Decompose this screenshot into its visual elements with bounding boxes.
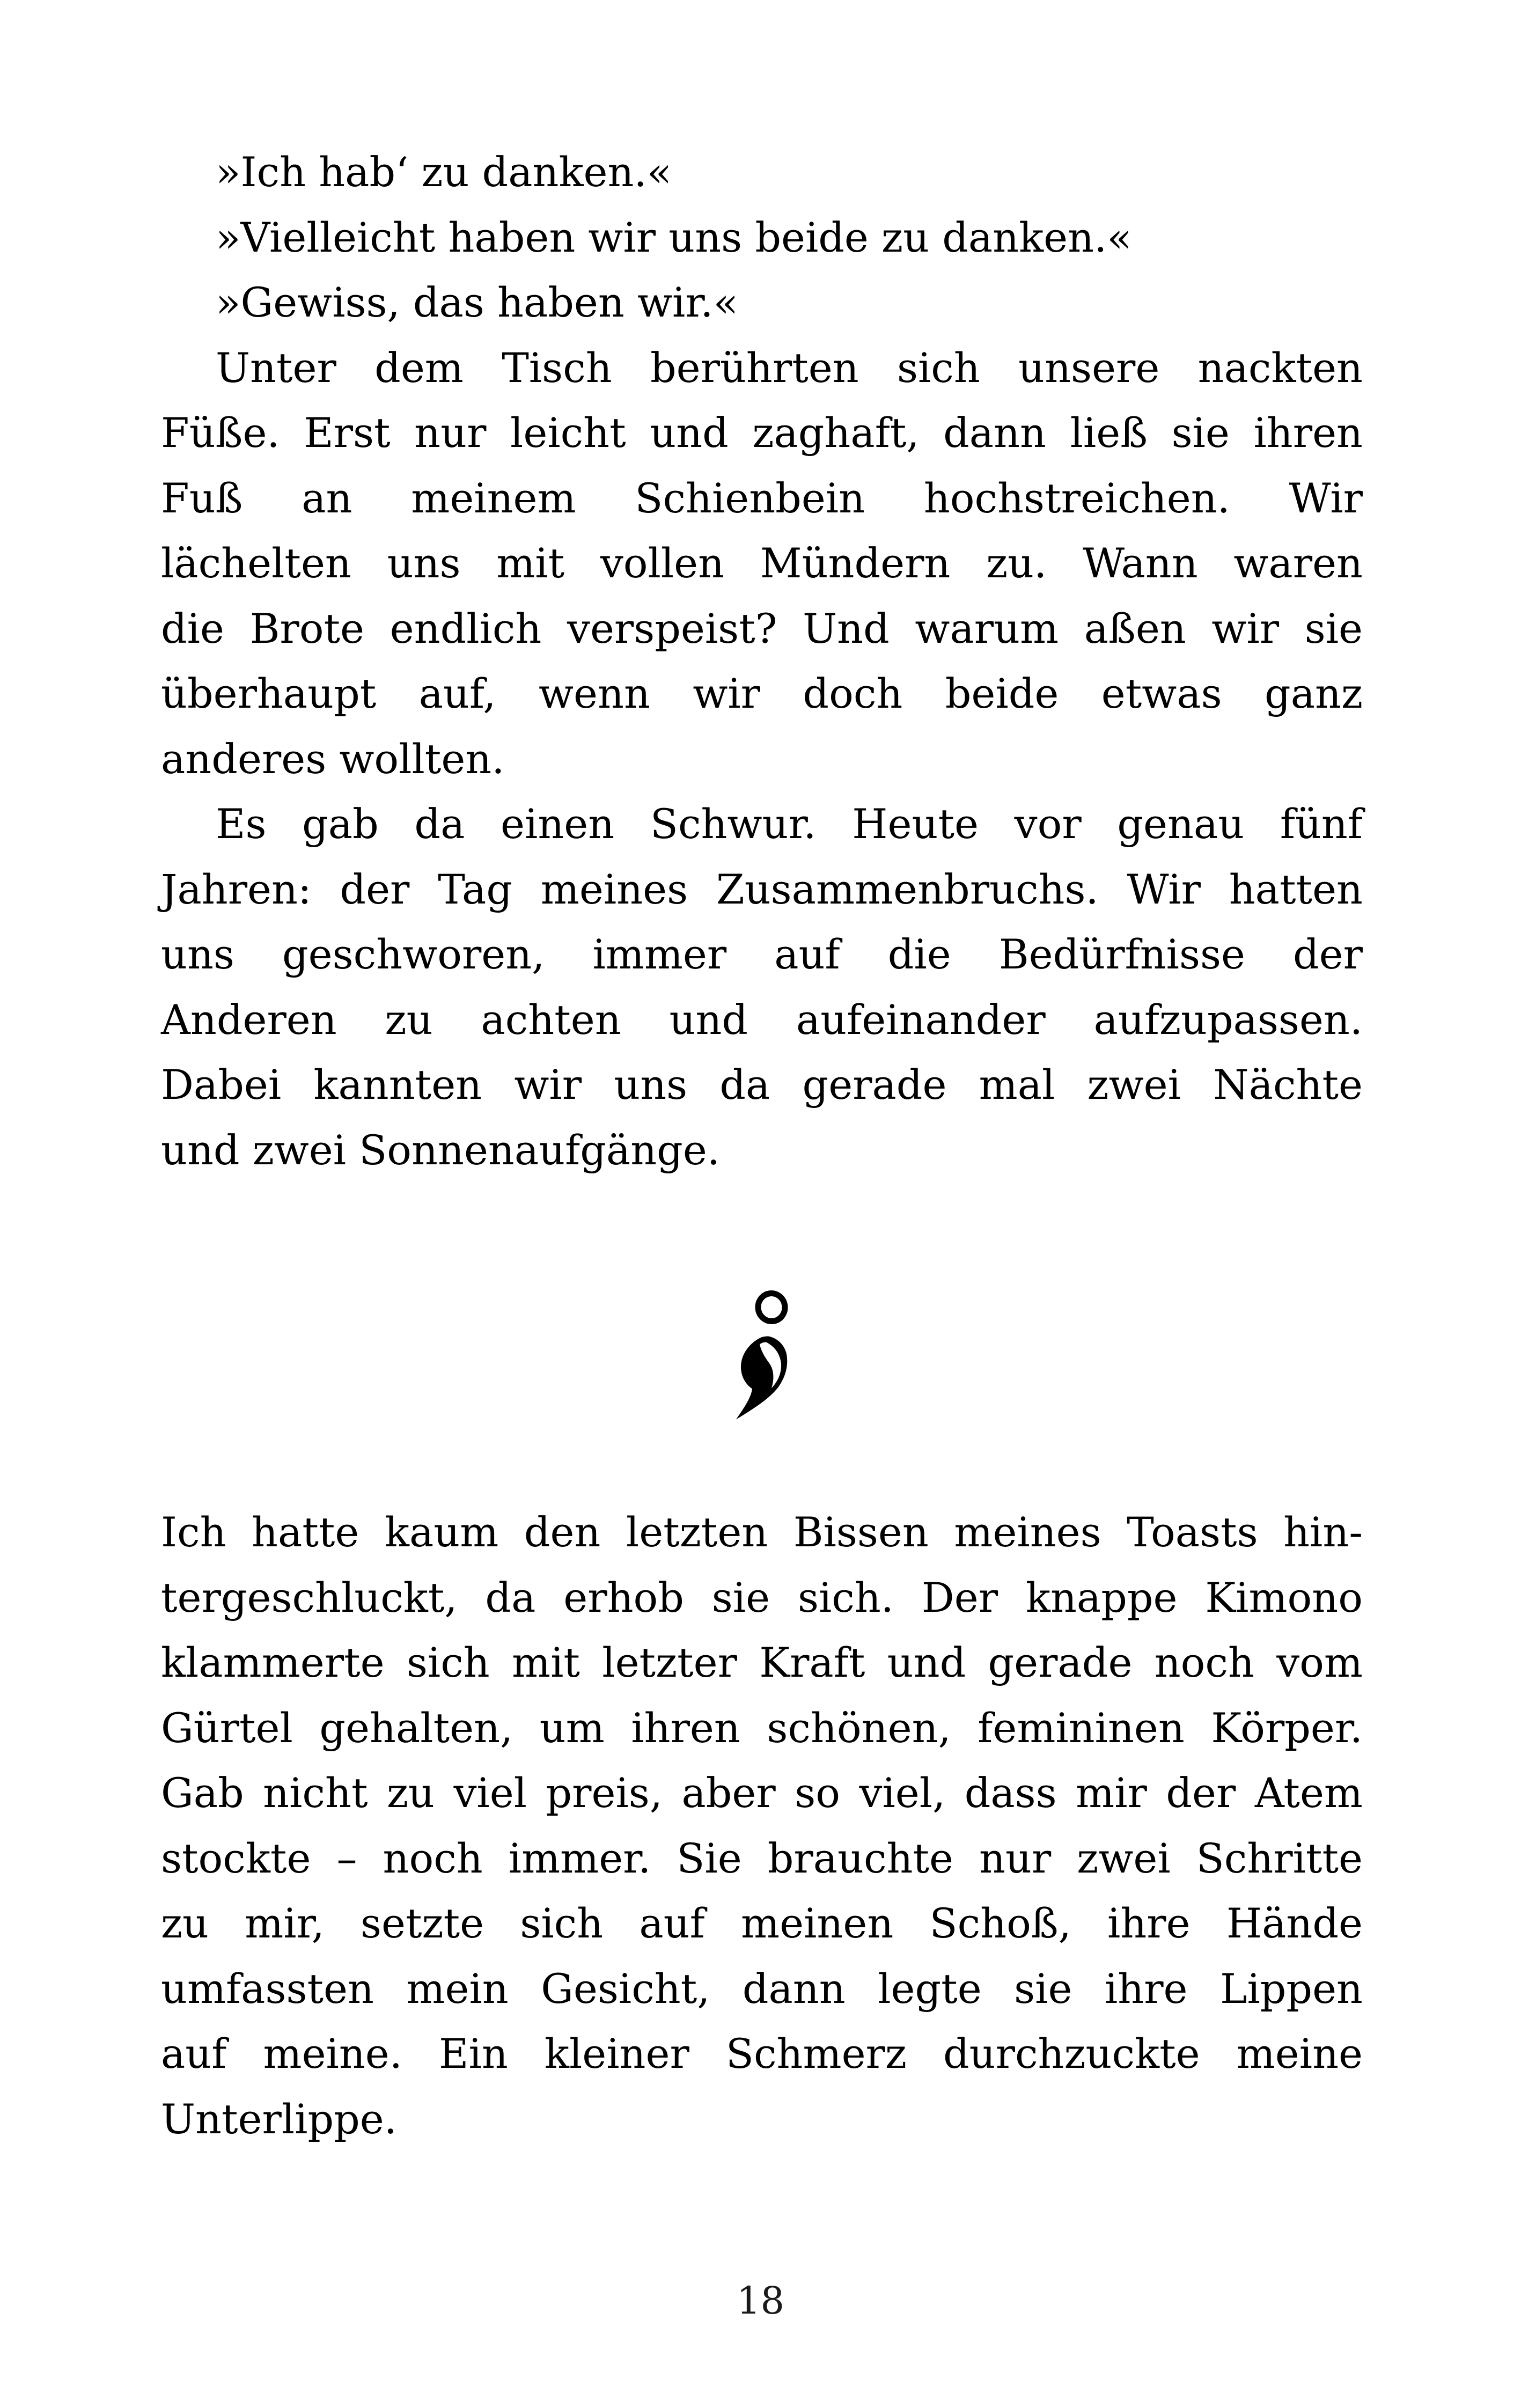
text-block [161,140,1363,2152]
text-line: die Brote endlich verspeist? Und warum aßen wir sie [161,604,1363,652]
text-line: klammerte sich mit letzter Kraft und gerade noch vom [161,1639,1363,1686]
page-number: 18 [736,2279,785,2323]
text-line: Ich hatte kaum den letzten Bissen meines Toasts hin- [161,1508,1363,1556]
text-line: Anderen zu achten und aufeinander aufzupassen. [161,995,1363,1044]
paragraph-group-before-ornament [161,140,1363,1183]
text-line: Gürtel gehalten, um ihren schönen, femininen Körper. [161,1704,1363,1752]
text-line: Unterlippe. [161,2095,397,2143]
text-line: Jahren: der Tag meines Zusammenbruchs. Wir hatten [161,865,1363,913]
text-line: umfassten mein Gesicht, dann legte sie ihre Lippen [161,1964,1363,2013]
text-line: Dabei kannten wir uns da gerade mal zwei Nächte [161,1061,1363,1108]
dialogue-paragraph [161,140,1363,205]
text-line: »Vielleicht haben wir uns beide zu danken.« [216,213,1132,261]
text-line: tergeschluckt, da erhob sie sich. Der knappe Kimono [161,1573,1363,1621]
body-paragraph [161,1500,1363,2152]
text-line: lächelten uns mit vollen Mündern zu. Wann waren [161,539,1363,587]
text-line: uns geschworen, immer auf die Bedürfnisse der [161,930,1363,978]
text-line: »Ich hab‘ zu danken.« [216,148,672,196]
dialogue-paragraph [161,205,1363,270]
text-line: auf meine. Ein kleiner Schmerz durchzuckte meine [161,2030,1363,2077]
text-line: anderes wollten. [161,735,505,783]
body-paragraph [161,335,1363,792]
paragraph-group-after-ornament [161,1500,1363,2152]
text-line: Unter dem Tisch berührten sich unsere nackten [216,343,1363,392]
text-line: Füße. Erst nur leicht und zaghaft, dann ließ sie ihren [161,409,1363,457]
body-paragraph [161,791,1363,1183]
text-line: zu mir, setzte sich auf meinen Schoß, ihre Hände [161,1899,1363,1947]
text-line: Gab nicht zu viel preis, aber so viel, dass mir der Atem [161,1769,1363,1817]
text-line: überhaupt auf, wenn wir doch beide etwas ganz [161,670,1363,717]
text-line: »Gewiss, das haben wir.« [216,278,738,326]
text-line: und zwei Sonnenaufgänge. [161,1126,720,1174]
section-divider-flourish-icon [735,1290,789,1421]
text-line: Es gab da einen Schwur. Heute vor genau fünf [216,800,1363,848]
section-divider [161,1183,1363,1500]
dialogue-paragraph [161,270,1363,335]
page-footer [0,2279,1521,2323]
text-line: stockte – noch immer. Sie brauchte nur zwei Schritte [161,1834,1363,1882]
text-line: Fuß an meinem Schienbein hochstreichen. Wir [161,474,1363,522]
